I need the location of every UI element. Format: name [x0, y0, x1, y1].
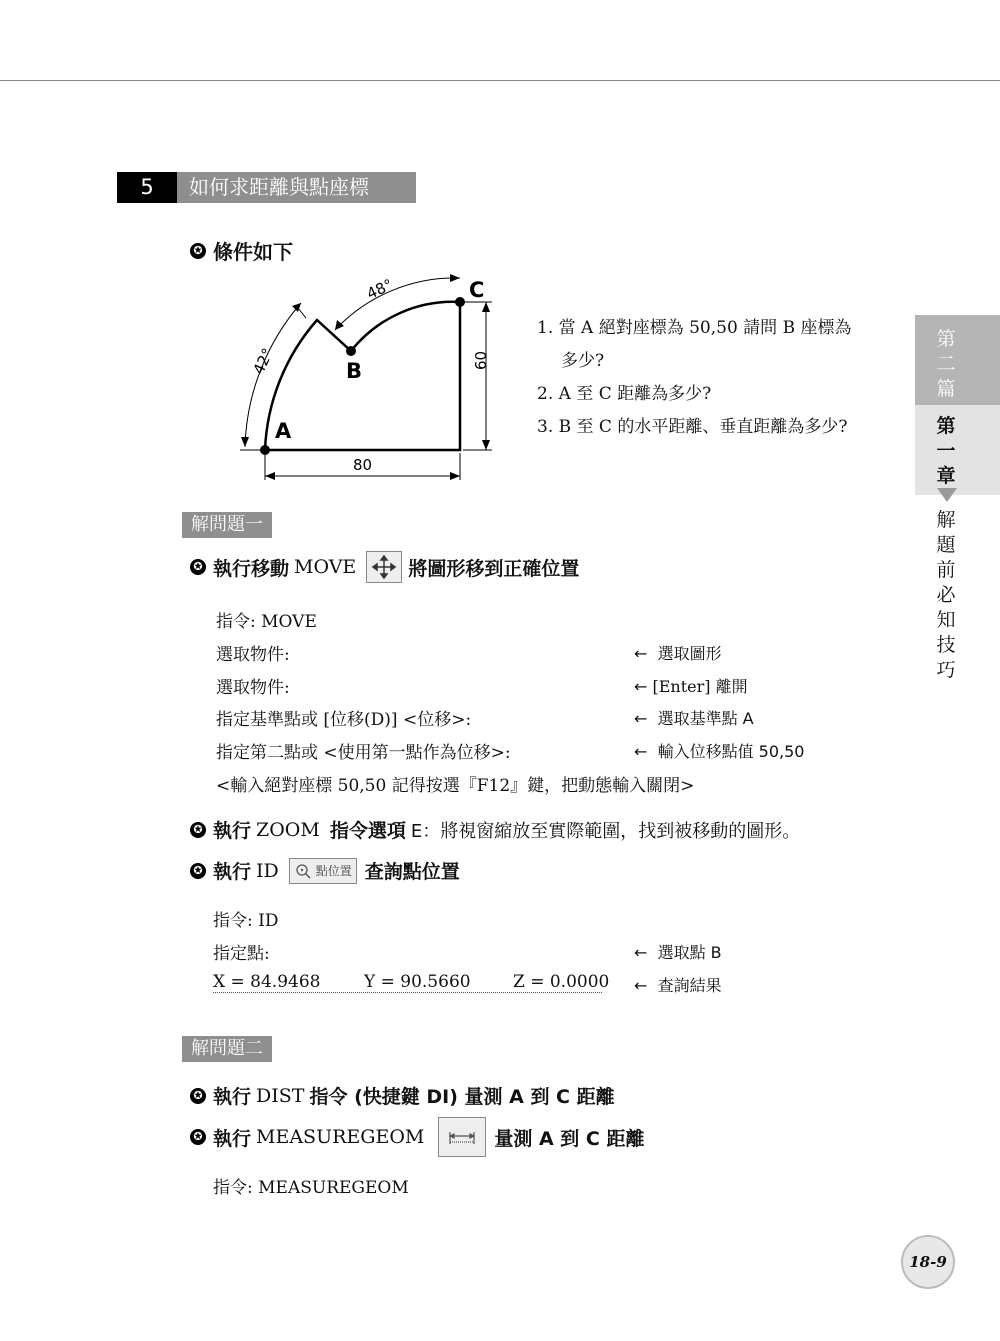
id-result-z: Z = 0.0000 [513, 972, 610, 992]
star-bullet-icon: ✪ [190, 822, 206, 838]
id-heading: ✪ 執行 ID 點位置 查詢點位置 [190, 857, 460, 884]
questions-list [537, 312, 851, 444]
arrow-left-icon: ← [634, 742, 648, 761]
measure-heading: ✪ 執行 MEASUREGEOM 量測 A 到 C 距離 [190, 1117, 644, 1157]
id-result [213, 972, 610, 993]
label-width-80: 80 [353, 456, 373, 474]
arrow-left-icon: ← [634, 709, 648, 728]
sidebar-chapter-label: 第 一 章 [936, 415, 956, 487]
sidebar-part-label: 第 二 篇 [936, 328, 956, 400]
id-line-2: 指定點: [213, 944, 270, 964]
move-note-4: ← 選取基準點 A [634, 709, 754, 728]
locate-point-button[interactable]: 點位置 [289, 858, 357, 884]
question-1: 1. 當 A 絕對座標為 50,50 請問 B 座標為 [537, 318, 852, 338]
id-result-y: Y = 90.5660 [364, 972, 471, 992]
question-1-cont: 多少? [561, 351, 605, 371]
page-number: 18-9 [901, 1235, 955, 1289]
id-line-1: 指令: ID [213, 911, 279, 931]
section-number: 5 [117, 172, 177, 203]
condition-heading-text: 條件如下 [213, 240, 293, 264]
move-line-5: 指定第二點或 <使用第一點作為位移>: [216, 743, 511, 763]
star-bullet-icon: ✪ [190, 243, 206, 259]
move-note-2: ← 選取圖形 [634, 644, 722, 663]
problem1-tag: 解問題一 [182, 512, 272, 538]
move-note: <輸入絕對座標 50,50 記得按選『F12』鍵，把動態輸入關閉> [216, 776, 695, 796]
label-angle-42: 42° [249, 345, 277, 378]
dim-arc-42 [245, 303, 301, 447]
star-bullet-icon: ✪ [190, 1088, 206, 1104]
sidebar-part-tab [915, 315, 1000, 405]
zoom-heading: ✪ 執行 ZOOM 指令選項 E：將視窗縮放至實際範圍，找到被移動的圖形。 [190, 816, 800, 843]
move-note-3: ← [Enter] 離開 [634, 677, 748, 696]
question-2: 2. A 至 C 距離為多少? [537, 384, 712, 404]
move-note-5: ← 輸入位移點值 50,50 [634, 742, 805, 761]
star-bullet-icon: ✪ [190, 559, 206, 575]
dist-heading: ✪ 執行 DIST 指令 (快捷鍵 DI) 量測 A 到 C 距離 [190, 1082, 615, 1109]
arrow-left-icon: ← [634, 677, 648, 696]
question-3: 3. B 至 C 的水平距離、垂直距離為多少? [537, 417, 848, 437]
label-c: C [469, 278, 485, 302]
measure-tool-icon[interactable] [438, 1117, 486, 1157]
move-line-4: 指定基準點或 [位移(D)] <位移>: [216, 710, 472, 730]
move-line-2: 選取物件: [216, 645, 290, 665]
sidebar-chapter-tab [915, 405, 1000, 495]
label-height-60: 60 [472, 350, 490, 370]
id-note-2: ← 選取點 B [634, 943, 722, 962]
section-title: 如何求距離與點座標 [177, 172, 416, 203]
locate-point-icon [294, 862, 312, 880]
move-heading: ✪ 執行移動 MOVE 將圖形移到正確位置 [190, 551, 579, 583]
sidebar-chapter-title: 解 題 前 必 知 技 巧 [936, 509, 956, 681]
condition-heading [190, 236, 293, 265]
id-note-result: ← 查詢結果 [634, 976, 722, 995]
move-line-1: 指令: MOVE [216, 612, 317, 632]
point-b [346, 346, 356, 356]
measure-line: 指令: MEASUREGEOM [213, 1178, 409, 1198]
id-result-x: X = 84.9468 [213, 972, 321, 992]
star-bullet-icon: ✪ [190, 863, 206, 879]
triangle-down-icon [937, 488, 957, 502]
label-a: A [275, 419, 292, 443]
label-angle-48: 48° [363, 275, 396, 303]
move-tool-icon[interactable] [366, 551, 402, 583]
label-b: B [346, 359, 363, 383]
arrow-left-icon: ← [634, 943, 648, 962]
arrow-left-icon: ← [634, 644, 648, 663]
shape-outline [265, 302, 460, 450]
arrow-left-icon: ← [634, 976, 648, 995]
problem2-tag: 解問題二 [182, 1036, 272, 1062]
dim-arc-48 [335, 278, 460, 330]
geometry-figure [230, 265, 500, 480]
star-bullet-icon: ✪ [190, 1129, 206, 1145]
top-rule [0, 80, 1000, 81]
move-line-3: 選取物件: [216, 678, 290, 698]
